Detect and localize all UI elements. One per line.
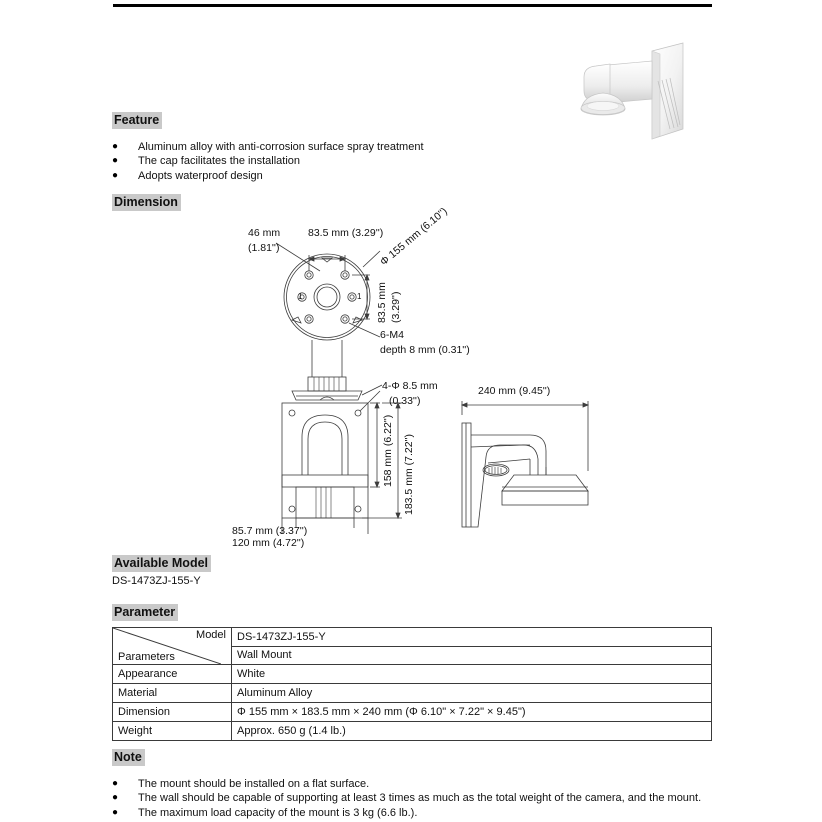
table-row bbox=[113, 722, 712, 741]
table-row bbox=[113, 665, 712, 684]
dim-label-85-7mm: 85.7 mm (3.37'') bbox=[232, 525, 308, 537]
section-header-dimension: Dimension bbox=[112, 194, 181, 211]
feature-text: Aluminum alloy with anti-corrosion surface spray treatment bbox=[138, 141, 424, 153]
table-cell-label: Material bbox=[113, 684, 232, 703]
dim-label-120mm: 120 mm (4.72'') bbox=[232, 537, 305, 549]
table-corner-cell bbox=[113, 628, 232, 665]
table-row-header: Parameters bbox=[118, 651, 175, 663]
dim-label-4phi85-in: (0.33'') bbox=[389, 395, 421, 407]
table-cell-label: Dimension bbox=[113, 703, 232, 722]
table-cell-type-value: Wall Mount bbox=[237, 649, 292, 662]
dim-label-83-5-top: 83.5 mm (3.29'') bbox=[308, 227, 384, 239]
bullet-icon: ● bbox=[112, 792, 119, 804]
product-photo-illustration bbox=[560, 33, 710, 145]
section-header-note: Note bbox=[112, 749, 145, 766]
feature-text: The cap facilitates the installation bbox=[138, 155, 301, 168]
list-item bbox=[112, 154, 424, 168]
section-header-feature: Feature bbox=[112, 112, 162, 129]
dim-label-thread-depth: depth 8 mm (0.31'') bbox=[380, 344, 470, 356]
section-header-parameter: Parameter bbox=[112, 604, 178, 621]
list-item bbox=[112, 777, 701, 791]
table-row bbox=[113, 628, 712, 665]
dim-label-83-5-side-in: (3.29'') bbox=[390, 291, 402, 323]
dim-label-158mm: 158 mm (6.22'') bbox=[382, 414, 394, 487]
dim-label-183-5mm: 183.5 mm (7.22'') bbox=[403, 433, 415, 515]
table-cell-model-value: DS-1473ZJ-155-Y bbox=[232, 628, 711, 647]
list-item bbox=[112, 169, 424, 183]
table-cell-value: Approx. 650 g (1.4 lb.) bbox=[232, 722, 712, 741]
dim-label-phi155: Φ 155 mm (6.10'') bbox=[378, 205, 450, 269]
dim-label-6-m4: 6-M4 bbox=[380, 329, 404, 341]
table-cell-value: Aluminum Alloy bbox=[232, 684, 712, 703]
note-text: The wall should be capable of supporting at least 3 times as much as the total weight of the camera, and the mount. bbox=[138, 792, 702, 805]
product-photo bbox=[560, 33, 710, 145]
dim-label-46mm: 46 mm bbox=[248, 227, 281, 239]
dimension-drawing bbox=[230, 205, 610, 550]
bullet-icon: ● bbox=[112, 169, 119, 181]
table-cell-label: Appearance bbox=[113, 665, 232, 684]
dim-label-hole-mark-left: 1 bbox=[298, 292, 303, 301]
table-column-header: Model bbox=[196, 629, 226, 641]
table-cell-value: Φ 155 mm × 183.5 mm × 240 mm (Φ 6.10" × 7.22" × 9.45") bbox=[232, 703, 712, 722]
dim-label-83-5-side-mm: 83.5 mm bbox=[376, 282, 388, 323]
table-cell-label: Weight bbox=[113, 722, 232, 741]
feature-list bbox=[112, 140, 424, 183]
bullet-icon: ● bbox=[112, 778, 119, 789]
bullet-icon: ● bbox=[112, 806, 119, 818]
feature-text: Adopts waterproof design bbox=[138, 169, 263, 182]
available-model-number: DS-1473ZJ-155-Y bbox=[112, 575, 201, 587]
parameter-table bbox=[112, 627, 712, 741]
list-item bbox=[112, 140, 424, 154]
table-cell-value: White bbox=[232, 665, 712, 684]
section-header-available-model: Available Model bbox=[112, 555, 211, 572]
table-cell-model-type bbox=[232, 628, 712, 665]
header-rule bbox=[113, 4, 712, 7]
dim-label-240mm: 240 mm (9.45'') bbox=[478, 385, 551, 397]
table-row bbox=[113, 684, 712, 703]
dim-label-hole-mark-right: 1 bbox=[357, 292, 362, 301]
bullet-icon: ● bbox=[112, 155, 119, 167]
table-row bbox=[113, 703, 712, 722]
list-item bbox=[112, 791, 701, 805]
note-text: The maximum load capacity of the mount is 3 kg (6.6 lb.). bbox=[138, 806, 418, 819]
note-text: The mount should be installed on a flat surface. bbox=[138, 778, 370, 790]
list-item bbox=[112, 806, 701, 820]
dim-label-46in: (1.81'') bbox=[248, 242, 280, 254]
note-list bbox=[112, 777, 701, 820]
dim-label-4phi85-mm: 4-Φ 8.5 mm bbox=[382, 380, 438, 392]
bullet-icon: ● bbox=[112, 141, 119, 152]
